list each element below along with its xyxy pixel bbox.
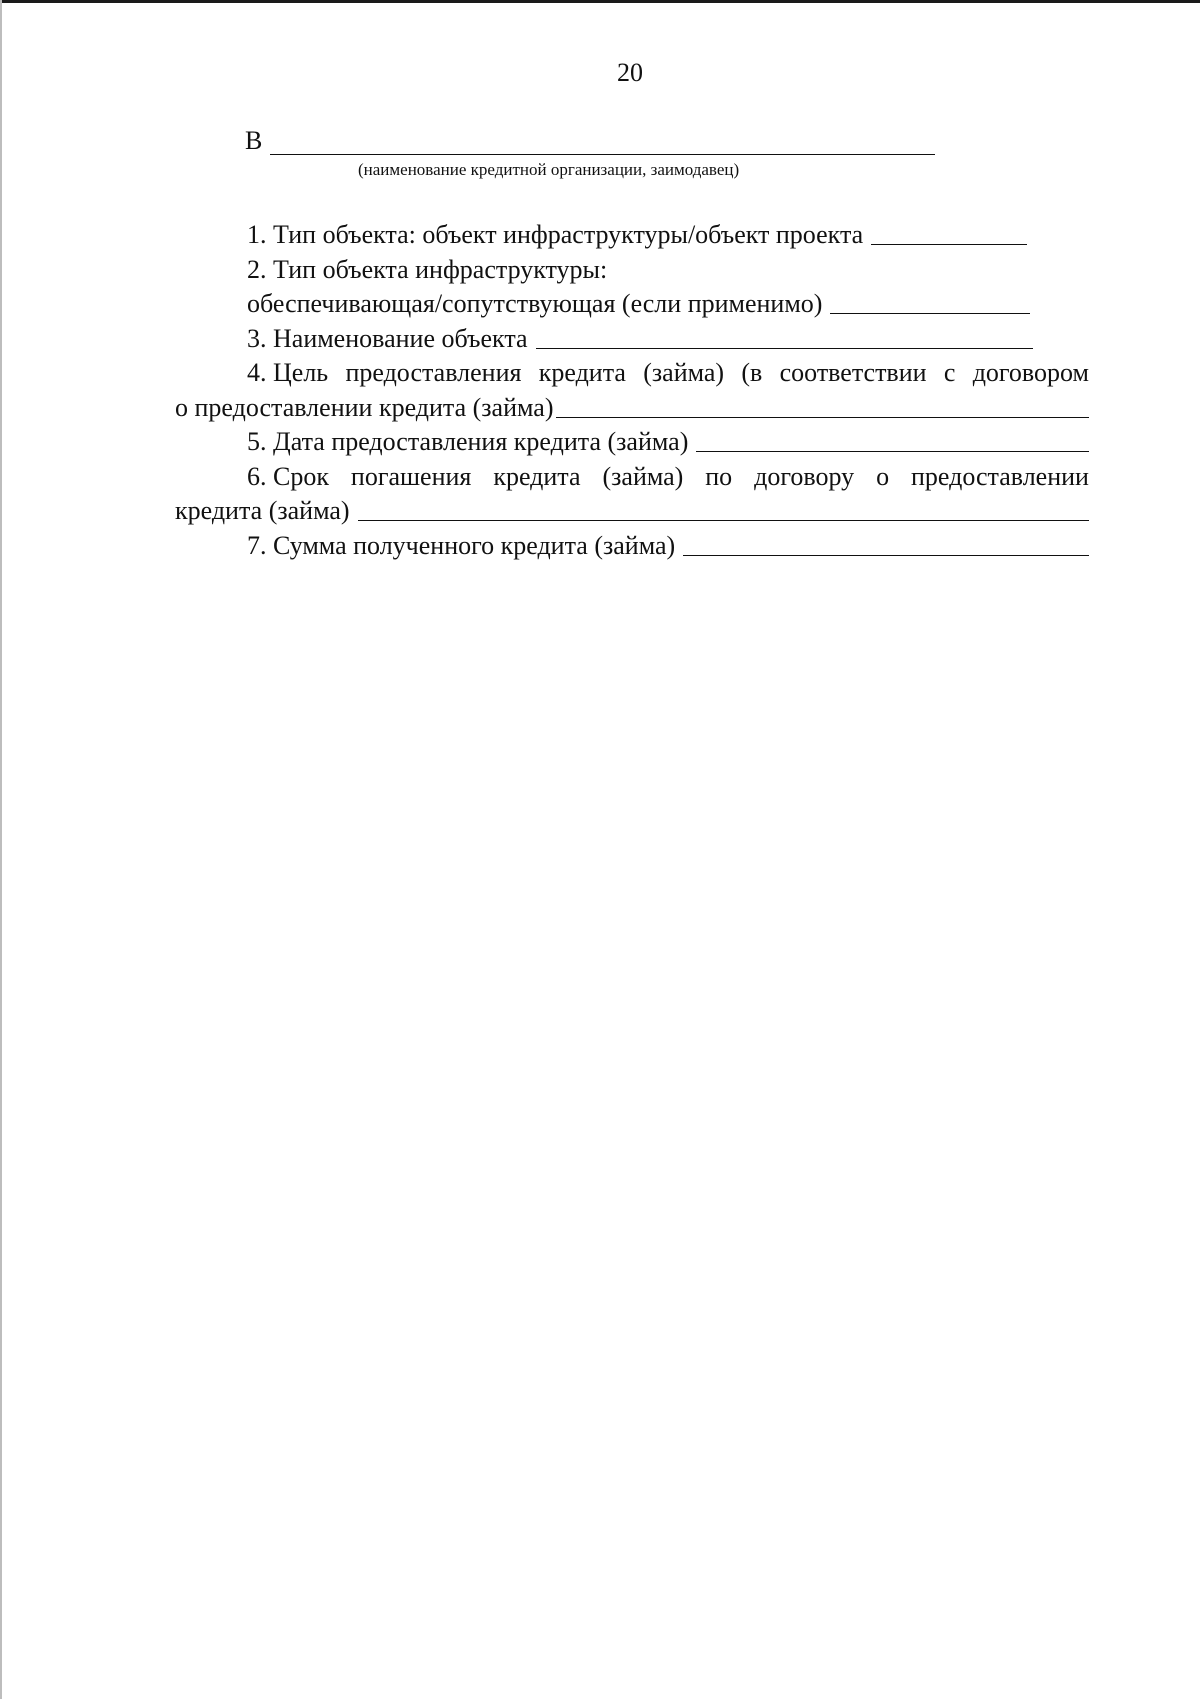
item-4-word: договором	[972, 358, 1089, 387]
item-6-word: договору	[754, 461, 855, 491]
item-7-label: 7. Сумма полученного кредита (займа)	[247, 530, 676, 560]
item-2-row	[175, 253, 1089, 288]
scan-edge-top	[0, 0, 1200, 3]
item-7-blank[interactable]	[683, 533, 1089, 556]
item-3-row	[175, 322, 1089, 357]
item-1-blank[interactable]	[871, 222, 1027, 245]
item-6-blank[interactable]	[358, 498, 1089, 521]
item-2-label: 2. Тип объекта инфраструктуры:	[247, 254, 608, 284]
item-4-word: соответствии	[779, 358, 927, 387]
item-3-label: 3. Наименование объекта	[247, 323, 528, 353]
addressee-line	[245, 126, 935, 158]
item-2-subrow	[175, 287, 1089, 322]
addressee-blank[interactable]	[270, 154, 935, 155]
item-2-sublabel: обеспечивающая/сопутствующая (если применимо)	[247, 289, 823, 318]
item-6-word: погашения	[350, 461, 472, 491]
item-4-word: с	[943, 358, 956, 387]
item-4-word: предоставления	[345, 358, 522, 387]
item-6-word: предоставлении	[911, 461, 1089, 491]
item-4-word: 4. Цель	[247, 358, 329, 387]
item-4-word: (займа)	[643, 358, 725, 387]
item-6-word: (займа)	[602, 461, 684, 491]
form-body	[175, 218, 1089, 563]
item-5-label: 5. Дата предоставления кредита (займа)	[247, 427, 689, 456]
item-6-continuation	[175, 494, 1089, 529]
item-6-row	[175, 460, 1089, 495]
item-4-word: кредита	[538, 358, 626, 387]
item-6-word: 6. Срок	[247, 461, 329, 491]
item-7-row	[175, 529, 1089, 564]
item-3-blank[interactable]	[536, 326, 1033, 349]
scan-edge-left	[0, 0, 2, 1699]
item-6-word: о	[876, 461, 890, 491]
item-1-row	[175, 218, 1089, 253]
item-4-row	[175, 356, 1089, 391]
item-6-continuation-label: кредита (займа)	[175, 496, 350, 525]
addressee-hint: (наименование кредитной организации, заимодавец)	[358, 160, 740, 179]
item-4-continuation	[175, 391, 1089, 426]
item-4-continuation-label: о предоставлении кредита (займа)	[175, 392, 554, 422]
item-4-blank[interactable]	[556, 395, 1090, 418]
item-6-word: кредита	[493, 461, 581, 491]
item-5-blank[interactable]	[696, 429, 1089, 452]
item-6-word: по	[705, 461, 733, 491]
item-5-row	[175, 425, 1089, 460]
page-number: 20	[617, 58, 643, 87]
addressee-prefix: В	[245, 126, 263, 155]
item-1-label: 1. Тип объекта: объект инфраструктуры/объект проекта	[247, 220, 864, 249]
item-2-blank[interactable]	[830, 291, 1030, 314]
item-4-word: (в	[741, 358, 763, 387]
